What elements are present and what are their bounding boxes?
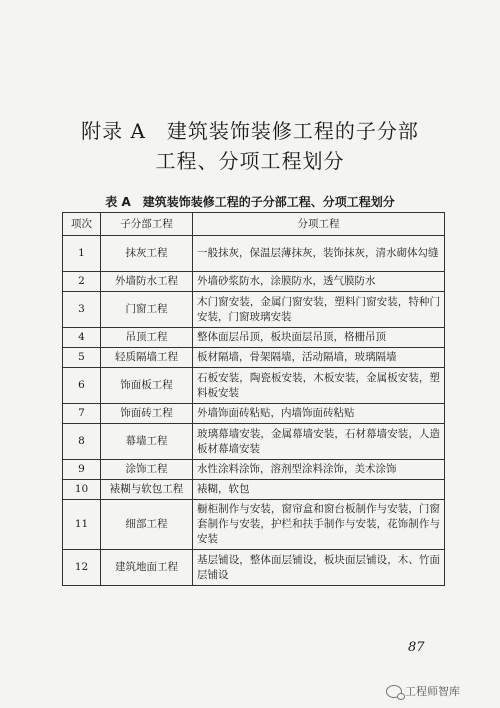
- sub-division-name: 抹灰工程: [101, 236, 193, 272]
- header-sub-division: 子分部工程: [101, 213, 193, 236]
- sub-items: 整体面层吊顶，板块面层吊顶，格栅吊顶: [193, 328, 445, 348]
- table-row: [63, 292, 445, 328]
- sub-items: 水性涂料涂饰，溶剂型涂料涂饰，美术涂饰: [193, 460, 445, 480]
- sub-items: 板材隔墙，骨架隔墙，活动隔墙，玻璃隔墙: [193, 348, 445, 368]
- page-number: 87: [408, 640, 425, 655]
- table-row: [63, 348, 445, 368]
- table-row: [63, 550, 445, 586]
- sub-items: 石板安装，陶瓷板安装，木板安装，金属板安装，塑料板安装: [193, 368, 445, 404]
- table-row: [63, 424, 445, 460]
- sub-items: 裱糊，软包: [193, 480, 445, 500]
- row-number: 8: [63, 424, 101, 460]
- appendix-title-line1: 附录 A 建筑装饰装修工程的子分部: [81, 119, 419, 143]
- wechat-icon: [386, 685, 402, 698]
- row-number: 1: [63, 236, 101, 272]
- table-row: [63, 272, 445, 292]
- table-row: [63, 328, 445, 348]
- sub-items: 木门窗安装，金属门窗安装，塑料门窗安装，特种门安装，门窗玻璃安装: [193, 292, 445, 328]
- sub-division-name: 轻质隔墙工程: [101, 348, 193, 368]
- row-number: 5: [63, 348, 101, 368]
- sub-division-name: 饰面砖工程: [101, 404, 193, 424]
- appendix-title-line2: 工程、分项工程划分: [155, 149, 345, 173]
- division-table: [62, 212, 445, 586]
- appendix-title: [0, 116, 500, 176]
- row-number: 2: [63, 272, 101, 292]
- watermark: [386, 683, 460, 699]
- sub-division-name: 裱糊与软包工程: [101, 480, 193, 500]
- sub-division-name: 幕墙工程: [101, 424, 193, 460]
- table-row: [63, 480, 445, 500]
- row-number: 4: [63, 328, 101, 348]
- sub-items: 基层铺设，整体面层铺设，板块面层铺设，木、竹面层铺设: [193, 550, 445, 586]
- sub-division-name: 门窗工程: [101, 292, 193, 328]
- sub-items: 玻璃幕墙安装，金属幕墙安装，石材幕墙安装，人造板材幕墙安装: [193, 424, 445, 460]
- sub-division-name: 细部工程: [101, 500, 193, 550]
- row-number: 12: [63, 550, 101, 586]
- watermark-text: 工程师智库: [405, 685, 460, 698]
- row-number: 3: [63, 292, 101, 328]
- table-header-row: [63, 213, 445, 236]
- row-number: 10: [63, 480, 101, 500]
- row-number: 6: [63, 368, 101, 404]
- sub-items: 外墙饰面砖粘贴，内墙饰面砖粘贴: [193, 404, 445, 424]
- table-caption: 表 A 建筑装饰装修工程的子分部工程、分项工程划分: [105, 195, 395, 209]
- sub-division-name: 外墙防水工程: [101, 272, 193, 292]
- table-row: [63, 500, 445, 550]
- row-number: 11: [63, 500, 101, 550]
- sub-division-name: 饰面板工程: [101, 368, 193, 404]
- table-row: [63, 404, 445, 424]
- table-row: [63, 368, 445, 404]
- sub-division-name: 建筑地面工程: [101, 550, 193, 586]
- sub-items: 外墙砂浆防水，涂膜防水，透气膜防水: [193, 272, 445, 292]
- row-number: 9: [63, 460, 101, 480]
- sub-items: 一般抹灰，保温层薄抹灰，装饰抹灰，清水砌体勾缝: [193, 236, 445, 272]
- row-number: 7: [63, 404, 101, 424]
- table-row: [63, 236, 445, 272]
- table-row: [63, 460, 445, 480]
- header-sub-items: 分项工程: [193, 213, 445, 236]
- sub-division-name: 吊顶工程: [101, 328, 193, 348]
- sub-division-name: 涂饰工程: [101, 460, 193, 480]
- sub-items: 橱柜制作与安装，窗帘盒和窗台板制作与安装，门窗套制作与安装，护栏和扶手制作与安装，花饰制作与安装: [193, 500, 445, 550]
- header-item-no: 项次: [63, 213, 101, 236]
